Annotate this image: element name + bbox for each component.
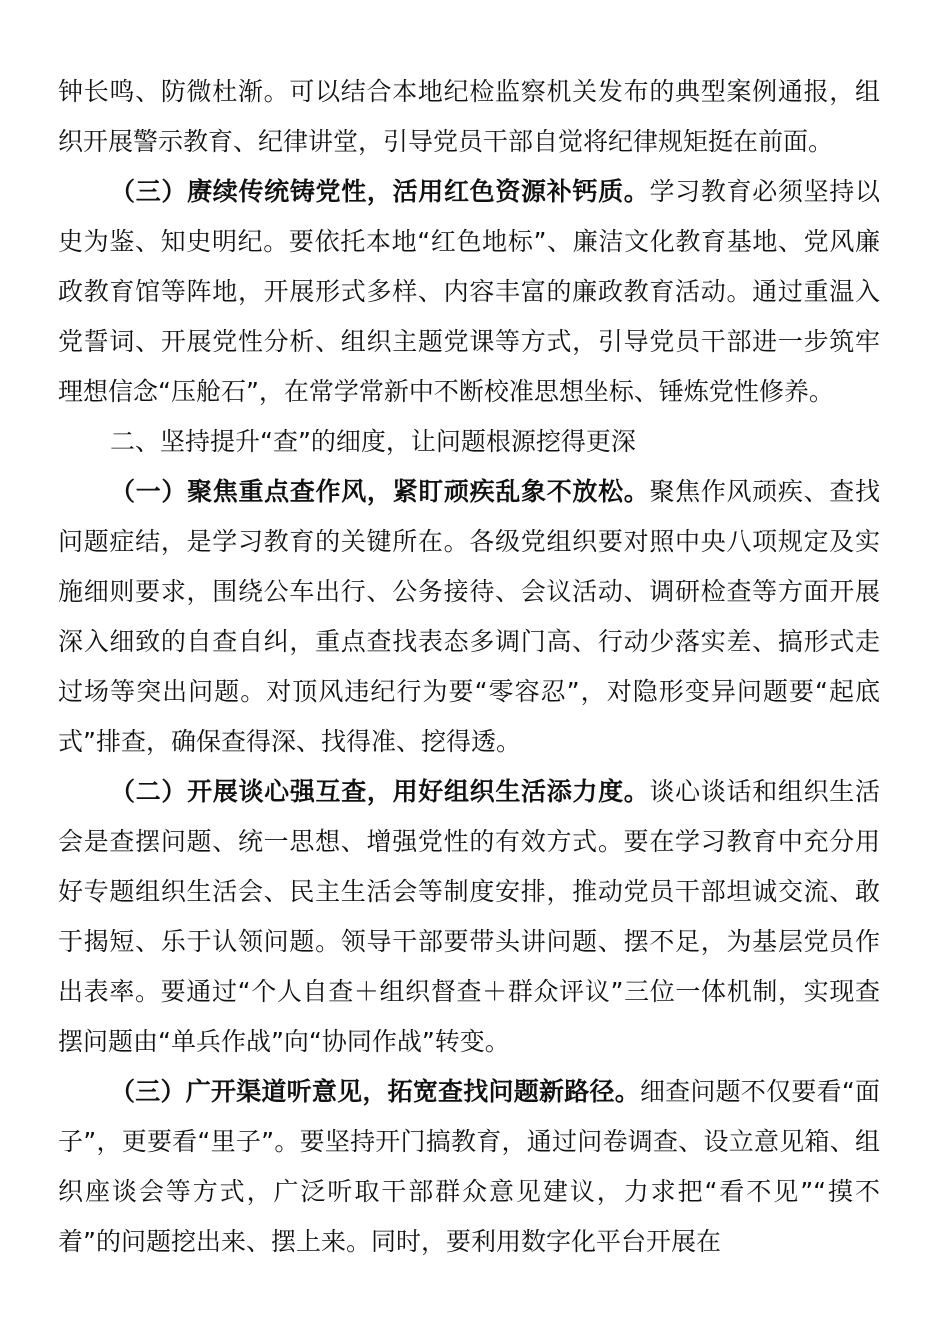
paragraph-text: 钟长鸣、防微杜渐。可以结合本地纪检监察机关发布的典型案例通报，组织开展警示教育、纪律讲堂，引导党员干部自觉将纪律规矩挺在前面。	[58, 77, 880, 156]
document-body	[58, 67, 880, 1267]
section-heading-2	[58, 417, 880, 467]
subsection-heading: （三）赓续传统铸党性，活用红色资源补钙质。	[110, 177, 650, 206]
paragraph-text: 学习教育必须坚持以史为鉴、知史明纪。要依托本地“红色地标”、廉洁文化教育基地、党风廉政教育馆等阵地，开展形式多样、内容丰富的廉政教育活动。通过重温入党誓词、开展党性分析、组织主题党课等方式，引导党员干部进一步筑牢理想信念“压舱石”，在常学常新中不断校准思想坐标、锤炼党性修养。	[58, 177, 880, 406]
paragraph-subsection-2-talk	[58, 767, 880, 1067]
subsection-heading: （三）广开渠道听意见，拓宽查找问题新路径。	[110, 1077, 640, 1106]
paragraph-text: 细查问题不仅要看“面子”，更要看“里子”。要坚持开门搞教育，通过问卷调查、设立意见箱、组织座谈会等方式，广泛听取干部群众意见建议，力求把“看不见”“摸不着”的问题挖出来、摆上来。同时，要利用数字化平台开展在	[58, 1077, 880, 1256]
paragraph-text: 谈心谈话和组织生活会是查摆问题、统一思想、增强党性的有效方式。要在学习教育中充分用好专题组织生活会、民主生活会等制度安排，推动党员干部坦诚交流、敢于揭短、乐于认领问题。领导干部要带头讲问题、摆不足，为基层党员作出表率。要通过“个人自查＋组织督查＋群众评议”三位一体机制，实现查摆问题由“单兵作战”向“协同作战”转变。	[58, 777, 880, 1056]
subsection-heading: （二）开展谈心强互查，用好组织生活添力度。	[110, 777, 650, 806]
paragraph-continuation	[58, 67, 880, 167]
paragraph-subsection-3-channels	[58, 1067, 880, 1267]
paragraph-subsection-3-heritage	[58, 167, 880, 417]
subsection-heading: （一）聚焦重点查作风，紧盯顽疾乱象不放松。	[110, 477, 650, 506]
paragraph-text: 聚焦作风顽疾、查找问题症结，是学习教育的关键所在。各级党组织要对照中央八项规定及实施细则要求，围绕公车出行、公务接待、会议活动、调研检查等方面开展深入细致的自查自纠，重点查找表态多调门高、行动少落实差、搞形式走过场等突出问题。对顶风违纪行为要“零容忍”，对隐形变异问题要“起底式”排查，确保查得深、找得准、挖得透。	[58, 477, 880, 756]
section-title: 二、坚持提升“查”的细度，让问题根源挖得更深	[110, 427, 636, 456]
paragraph-subsection-1-style	[58, 467, 880, 767]
